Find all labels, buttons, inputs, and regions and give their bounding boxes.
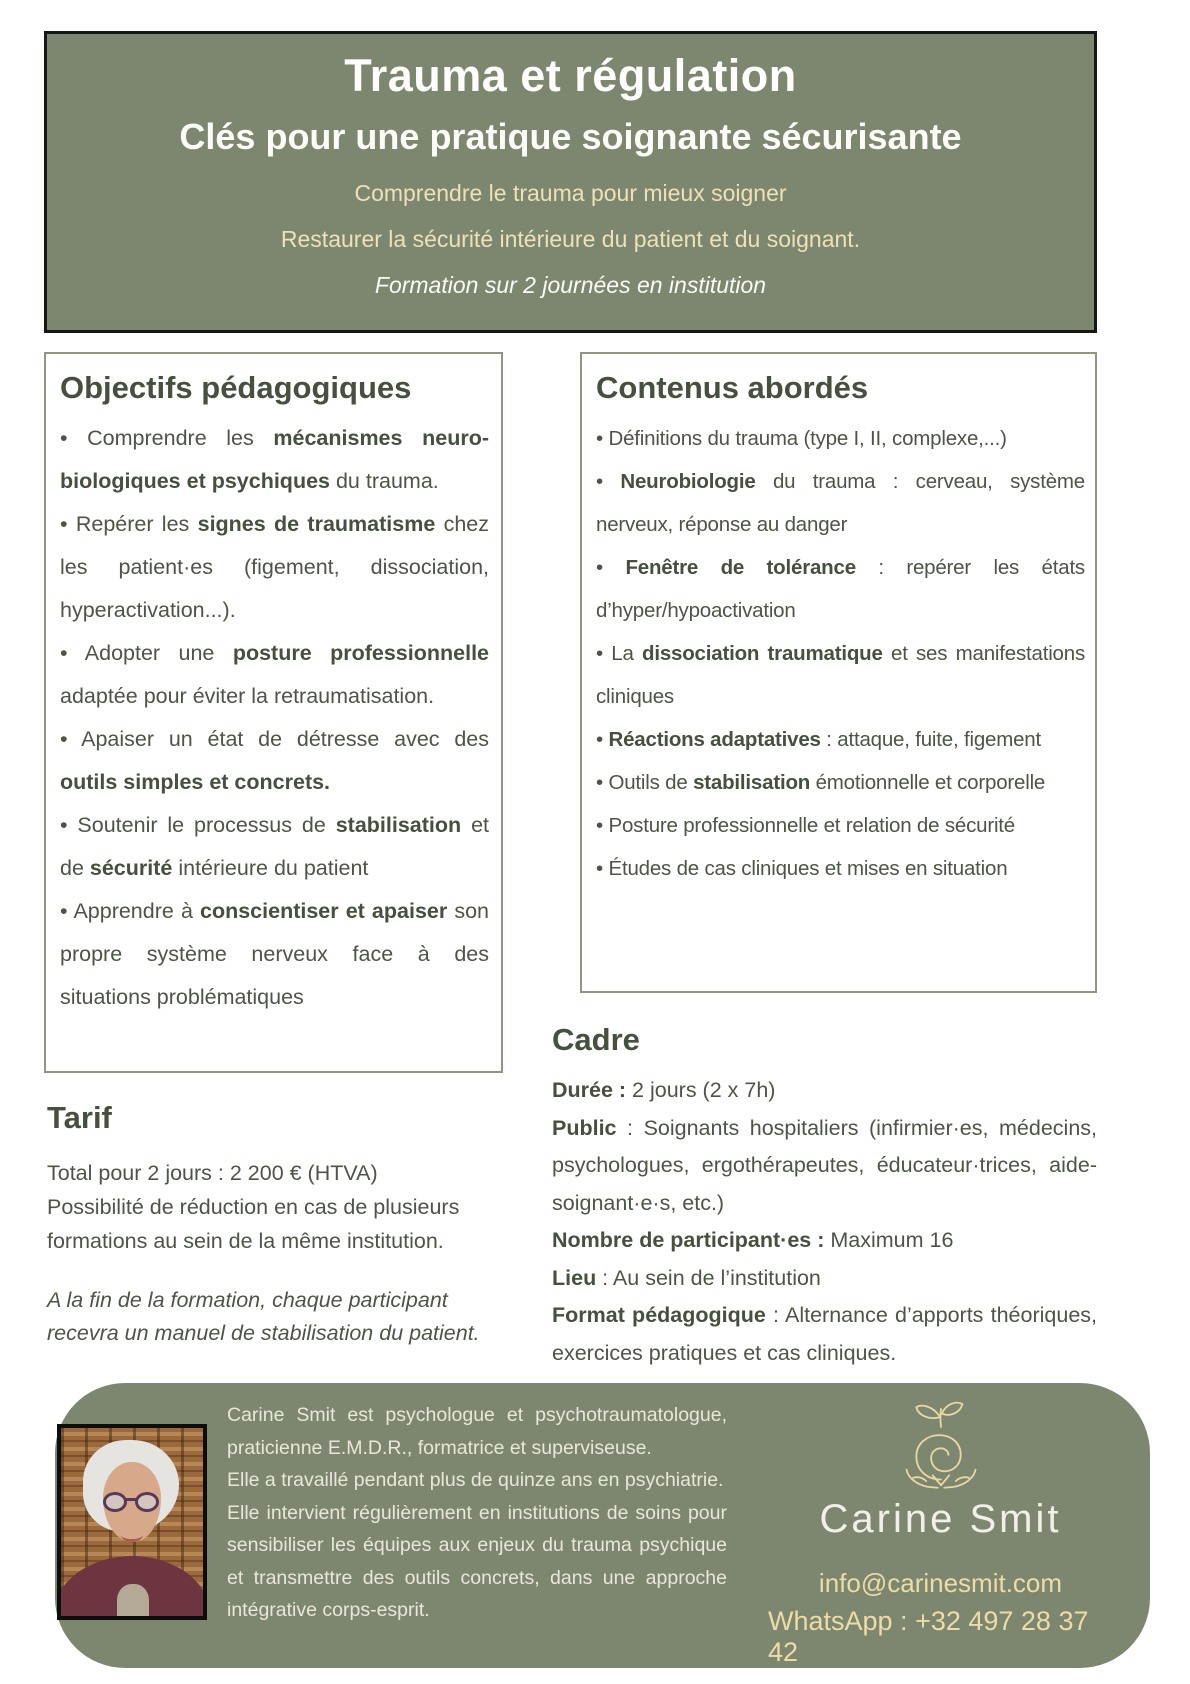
header-banner	[44, 31, 1097, 333]
portrait-photo	[57, 1424, 207, 1620]
page-subtitle: Clés pour une pratique soignante sécurisante	[179, 116, 962, 157]
objective-bullet: • Soutenir le processus de stabilisation et de sécurité intérieure du patient	[60, 813, 489, 880]
tarif-section	[47, 1100, 505, 1258]
objective-bullet: • Comprendre les mécanismes neuro-biologiques et psychiques du trauma.	[60, 426, 489, 493]
tarif-price: Total pour 2 jours : 2 200 € (HTVA)	[47, 1161, 378, 1185]
cadre-item-lieu: Lieu : Au sein de l’institution	[552, 1265, 821, 1290]
cadre-item-public: Public : Soignants hospitaliers (infirmier·es, médecins, psychologues, ergothérapeutes, éducateur·trices, aide-soignant·e·s, etc.)	[552, 1115, 1097, 1215]
bio-paragraph-1: Carine Smit est psychologue et psychotraumatologue, praticienne E.M.D.R., formatrice et superviseuse.	[227, 1404, 727, 1459]
brand-block	[768, 1383, 1113, 1668]
content-bullet: • Fenêtre de tolérance : repérer les états d’hyper/hypoactivation	[596, 556, 1085, 622]
brand-name: Carine Smit	[819, 1497, 1062, 1541]
content-bullet: • Réactions adaptatives : attaque, fuite, figement	[596, 728, 1042, 751]
glasses-left-lens	[103, 1492, 127, 1512]
header-tagline-1: Comprendre le trauma pour mieux soigner	[354, 180, 787, 206]
tarif-heading: Tarif	[47, 1100, 112, 1135]
bio-paragraph-2: Elle a travaillé pendant plus de quinze ans en psychiatrie.	[227, 1469, 724, 1491]
glasses-right-lens	[135, 1492, 159, 1512]
bio-text	[227, 1399, 727, 1627]
bio-paragraph-3: Elle intervient régulièrement en institutions de soins pour sensibiliser les équipes aux enjeux du trauma psychique et transmettre des outils concrets, dans une approche intégrative corps-esprit.	[227, 1501, 727, 1621]
tarif-discount: Possibilité de réduction en cas de plusieurs formations au sein de la même institution.	[47, 1195, 460, 1253]
tarif-note: A la fin de la formation, chaque participant recevra un manuel de stabilisation du patient.	[47, 1288, 480, 1345]
content-bullet: • Études de cas cliniques et mises en situation	[596, 857, 1008, 880]
cadre-item-participants: Nombre de participant·es : Maximum 16	[552, 1228, 954, 1252]
cadre-item-format: Format pédagogique : Alternance d’apports théoriques, exercices pratiques et cas cliniques.	[552, 1303, 1097, 1365]
objective-bullet: • Apaiser un état de détresse avec des outils simples et concrets.	[60, 727, 489, 794]
plant-spiral-hands-icon	[889, 1399, 993, 1491]
header-tagline-2: Restaurer la sécurité intérieure du patient et du soignant.	[280, 226, 861, 252]
brand-email: info@carinesmit.com	[818, 1568, 1063, 1598]
footer-card	[55, 1383, 1150, 1668]
portrait-top	[117, 1584, 149, 1620]
objective-bullet: • Repérer les signes de traumatisme chez les patient·es (figement, dissociation, hyperactivation...).	[60, 512, 489, 622]
contents-box	[580, 352, 1097, 993]
objectives-heading: Objectifs pédagogiques	[60, 370, 412, 405]
content-bullet: • Définitions du trauma (type I, II, complexe,...)	[596, 427, 1007, 450]
header-tagline-3: Formation sur 2 journées en institution	[374, 272, 767, 298]
content-bullet: • Posture professionnelle et relation de sécurité	[596, 814, 1016, 837]
objective-bullet: • Adopter une posture professionnelle adaptée pour éviter la retraumatisation.	[60, 641, 490, 708]
contents-heading: Contenus abordés	[596, 370, 869, 405]
page-title: Trauma et régulation	[344, 50, 797, 101]
cadre-heading: Cadre	[552, 1022, 640, 1057]
cadre-item-duree: Durée : 2 jours (2 x 7h)	[552, 1078, 776, 1102]
content-bullet: • Outils de stabilisation émotionnelle et corporelle	[596, 771, 1046, 794]
content-bullet: • La dissociation traumatique et ses manifestations cliniques	[596, 642, 1085, 708]
brand-whatsapp: WhatsApp : +32 497 28 37 42	[768, 1606, 1089, 1667]
objectives-box	[44, 352, 503, 1073]
cadre-section	[552, 1022, 1097, 1374]
glasses-bridge	[125, 1498, 137, 1501]
content-bullet: • Neurobiologie du trauma : cerveau, système nerveux, réponse au danger	[596, 470, 1085, 536]
objective-bullet: • Apprendre à conscientiser et apaiser son propre système nerveux face à des situations problématiques	[60, 899, 489, 1009]
portrait-smile	[121, 1528, 143, 1542]
